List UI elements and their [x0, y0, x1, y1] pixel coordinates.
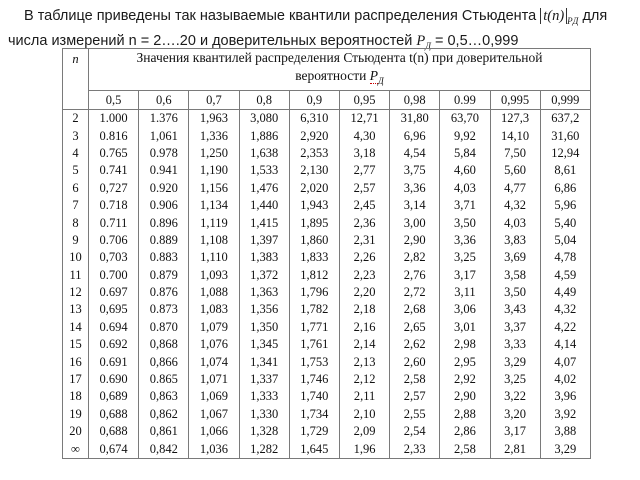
- quantile-cell: 1,363: [239, 284, 289, 301]
- abs-expression-text: t(n): [543, 8, 565, 24]
- quantile-cell: 2,86: [440, 423, 490, 440]
- probability-header: 0,8: [239, 91, 289, 110]
- probability-header: 0,95: [339, 91, 389, 110]
- row-n-cell: 18: [63, 388, 89, 405]
- quantile-cell: 1,740: [289, 388, 339, 405]
- quantile-cell: 0.906: [139, 197, 189, 214]
- quantile-cell: 2,58: [390, 371, 440, 388]
- quantile-cell: 0.873: [139, 301, 189, 318]
- quantile-cell: 3,96: [540, 388, 590, 405]
- table-row: [63, 110, 591, 128]
- quantile-cell: 0,868: [139, 336, 189, 353]
- p-subscript: Д: [425, 41, 431, 51]
- quantile-cell: 3,00: [390, 214, 440, 231]
- quantile-cell: 4,78: [540, 249, 590, 266]
- quantile-cell: 1,96: [339, 440, 389, 458]
- quantile-cell: 0,703: [89, 249, 139, 266]
- p-symbol: P: [416, 33, 426, 49]
- row-n-cell: 10: [63, 249, 89, 266]
- quantile-cell: 2,130: [289, 162, 339, 179]
- quantile-cell: 1,156: [189, 180, 239, 197]
- quantile-cell: 1,337: [239, 371, 289, 388]
- quantile-cell: 2,82: [390, 249, 440, 266]
- quantile-cell: 3,69: [490, 249, 540, 266]
- quantile-cell: 3,37: [490, 319, 540, 336]
- quantile-cell: 3,29: [540, 440, 590, 458]
- quantile-cell: 3,17: [440, 267, 490, 284]
- quantile-cell: 1,345: [239, 336, 289, 353]
- quantile-cell: 1,356: [239, 301, 289, 318]
- quantile-cell: 1,330: [239, 406, 289, 423]
- row-n-cell: 20: [63, 423, 89, 440]
- quantile-cell: 2,23: [339, 267, 389, 284]
- quantile-cell: 1,119: [189, 214, 239, 231]
- quantile-cell: 1,250: [189, 145, 239, 162]
- quantile-cell: 3,06: [440, 301, 490, 318]
- row-n-cell: 11: [63, 267, 89, 284]
- quantile-cell: 2,31: [339, 232, 389, 249]
- quantile-cell: 0.692: [89, 336, 139, 353]
- quantile-cell: 0.870: [139, 319, 189, 336]
- quantile-cell: 0.883: [139, 249, 189, 266]
- quantile-cell: 4,03: [440, 180, 490, 197]
- quantile-cell: 0,863: [139, 388, 189, 405]
- quantile-cell: 0,695: [89, 301, 139, 318]
- quantile-table: [62, 48, 591, 459]
- quantile-cell: 127,3: [490, 110, 540, 128]
- quantile-cell: 2,60: [390, 353, 440, 370]
- quantile-cell: 1,833: [289, 249, 339, 266]
- quantile-cell: 3,50: [490, 284, 540, 301]
- quantile-cell: 3,20: [490, 406, 540, 423]
- quantile-cell: 0.816: [89, 127, 139, 144]
- row-n-cell: 9: [63, 232, 89, 249]
- quantile-cell: 0.879: [139, 267, 189, 284]
- row-n-cell: 13: [63, 301, 89, 318]
- quantile-cell: 2,353: [289, 145, 339, 162]
- quantile-cell: 0.889: [139, 232, 189, 249]
- table-row: [63, 423, 591, 440]
- quantile-cell: 1,093: [189, 267, 239, 284]
- quantile-cell: 3,17: [490, 423, 540, 440]
- intro-line-1-end: для: [582, 8, 608, 24]
- quantile-cell: 4,22: [540, 319, 590, 336]
- quantile-cell: 0.896: [139, 214, 189, 231]
- table-row: [63, 336, 591, 353]
- quantile-cell: 0,727: [89, 180, 139, 197]
- probability-header: 0,999: [540, 91, 590, 110]
- quantile-cell: 0.694: [89, 319, 139, 336]
- quantile-cell: 2,20: [339, 284, 389, 301]
- quantile-cell: 0,862: [139, 406, 189, 423]
- quantile-cell: 2,57: [390, 388, 440, 405]
- quantile-cell: 1,771: [289, 319, 339, 336]
- quantile-cell: 3,92: [540, 406, 590, 423]
- quantile-cell: 2,90: [390, 232, 440, 249]
- quantile-cell: 0.741: [89, 162, 139, 179]
- quantile-cell: 6,96: [390, 127, 440, 144]
- quantile-cell: 3,58: [490, 267, 540, 284]
- quantile-cell: 2,09: [339, 423, 389, 440]
- quantile-cell: 1,066: [189, 423, 239, 440]
- probability-header: 0,98: [390, 91, 440, 110]
- quantile-cell: 0.690: [89, 371, 139, 388]
- quantile-cell: 3,29: [490, 353, 540, 370]
- quantile-cell: 1,383: [239, 249, 289, 266]
- quantile-cell: 2,11: [339, 388, 389, 405]
- quantile-cell: 1,076: [189, 336, 239, 353]
- row-n-cell: 5: [63, 162, 89, 179]
- quantile-cell: 0,688: [89, 423, 139, 440]
- table-row: [63, 249, 591, 266]
- quantile-cell: 2,72: [390, 284, 440, 301]
- row-n-cell: 17: [63, 371, 89, 388]
- quantile-cell: 3,75: [390, 162, 440, 179]
- row-n-cell: ∞: [63, 440, 89, 458]
- quantile-cell: 0,861: [139, 423, 189, 440]
- quantile-cell: 3,11: [440, 284, 490, 301]
- table-row: [63, 440, 591, 458]
- quantile-cell: 0,689: [89, 388, 139, 405]
- quantile-cell: 1.000: [89, 110, 139, 128]
- row-n-cell: 2: [63, 110, 89, 128]
- quantile-cell: 4,02: [540, 371, 590, 388]
- table-title-p-subscript: Д: [377, 76, 384, 86]
- quantile-cell: 63,70: [440, 110, 490, 128]
- quantile-cell: 3,43: [490, 301, 540, 318]
- quantile-cell: 1,415: [239, 214, 289, 231]
- row-n-cell: 8: [63, 214, 89, 231]
- quantile-cell: 0,688: [89, 406, 139, 423]
- quantile-cell: 6,86: [540, 180, 590, 197]
- quantile-cell: 4,59: [540, 267, 590, 284]
- table-title-line-1: Значения квантилей распределения Стьюдента t(n) при доверительной: [136, 50, 543, 65]
- quantile-cell: 0,674: [89, 440, 139, 458]
- quantile-cell: 1,860: [289, 232, 339, 249]
- quantile-cell: 1,110: [189, 249, 239, 266]
- quantile-cell: 2,12: [339, 371, 389, 388]
- quantile-cell: 0.865: [139, 371, 189, 388]
- quantile-cell: 3,83: [490, 232, 540, 249]
- quantile-cell: 2,81: [490, 440, 540, 458]
- row-n-cell: 16: [63, 353, 89, 370]
- row-n-cell: 3: [63, 127, 89, 144]
- quantile-cell: 1,729: [289, 423, 339, 440]
- quantile-cell: 1,895: [289, 214, 339, 231]
- quantile-cell: 2,55: [390, 406, 440, 423]
- table-row: [63, 284, 591, 301]
- quantile-cell: 1,071: [189, 371, 239, 388]
- quantile-cell: 2,10: [339, 406, 389, 423]
- row-n-cell: 19: [63, 406, 89, 423]
- quantile-cell: 2,57: [339, 180, 389, 197]
- quantile-cell: 2,14: [339, 336, 389, 353]
- quantile-cell: 5,60: [490, 162, 540, 179]
- intro-line-2-text: числа измерений n = 2….20 и доверительных вероятностей: [8, 33, 413, 49]
- quantile-cell: 3,14: [390, 197, 440, 214]
- row-n-cell: 7: [63, 197, 89, 214]
- table-row: [63, 232, 591, 249]
- quantile-cell: 2,54: [390, 423, 440, 440]
- table-title-row: [63, 49, 591, 91]
- probability-header: 0,7: [189, 91, 239, 110]
- quantile-cell: 2,62: [390, 336, 440, 353]
- quantile-cell: 3,25: [490, 371, 540, 388]
- intro-line-1-text: В таблице приведены так называемые квантили распределения Стьюдента: [24, 8, 537, 24]
- row-n-cell: 12: [63, 284, 89, 301]
- quantile-cell: 3,33: [490, 336, 540, 353]
- quantile-cell: 4,03: [490, 214, 540, 231]
- quantile-cell: 3,01: [440, 319, 490, 336]
- quantile-cell: 0.706: [89, 232, 139, 249]
- quantile-cell: 4,54: [390, 145, 440, 162]
- table-title-line-2: вероятности: [295, 68, 367, 83]
- probability-header: 0,995: [490, 91, 540, 110]
- intro-line-1: [8, 6, 632, 31]
- quantile-cell: 5,40: [540, 214, 590, 231]
- quantile-cell: 3,080: [239, 110, 289, 128]
- quantile-cell: 1,083: [189, 301, 239, 318]
- quantile-cell: 1,079: [189, 319, 239, 336]
- quantile-cell: 1,350: [239, 319, 289, 336]
- quantile-cell: 2,65: [390, 319, 440, 336]
- quantile-cell: 8,61: [540, 162, 590, 179]
- quantile-cell: 1,796: [289, 284, 339, 301]
- table-row: [63, 319, 591, 336]
- quantile-cell: 1,067: [189, 406, 239, 423]
- quantile-cell: 3,71: [440, 197, 490, 214]
- table-row: [63, 406, 591, 423]
- quantile-cell: 4,60: [440, 162, 490, 179]
- quantile-cell: 3,25: [440, 249, 490, 266]
- quantile-cell: 1,645: [289, 440, 339, 458]
- quantile-cell: 1,088: [189, 284, 239, 301]
- quantile-cell: 2,020: [289, 180, 339, 197]
- probability-header-row: [63, 91, 591, 110]
- table-row: [63, 371, 591, 388]
- table-row: [63, 388, 591, 405]
- quantile-cell: 0.718: [89, 197, 139, 214]
- quantile-cell: 4,07: [540, 353, 590, 370]
- quantile-cell: 4,32: [540, 301, 590, 318]
- quantile-cell: 3,22: [490, 388, 540, 405]
- quantile-cell: 2,33: [390, 440, 440, 458]
- quantile-cell: 2,90: [440, 388, 490, 405]
- quantile-cell: 1,476: [239, 180, 289, 197]
- quantile-cell: 2,98: [440, 336, 490, 353]
- quantile-cell: 5,04: [540, 232, 590, 249]
- quantile-cell: 1,341: [239, 353, 289, 370]
- quantile-cell: 1,328: [239, 423, 289, 440]
- quantile-cell: 2,95: [440, 353, 490, 370]
- n-column-header: n: [63, 49, 89, 110]
- quantile-cell: 1,638: [239, 145, 289, 162]
- quantile-cell: 6,310: [289, 110, 339, 128]
- table-row: [63, 145, 591, 162]
- table-row: [63, 180, 591, 197]
- table-row: [63, 162, 591, 179]
- quantile-cell: 31,60: [540, 127, 590, 144]
- quantile-cell: 2,45: [339, 197, 389, 214]
- quantile-cell: 31,80: [390, 110, 440, 128]
- quantile-cell: 4,14: [540, 336, 590, 353]
- quantile-cell: 1,782: [289, 301, 339, 318]
- quantile-cell: 0,842: [139, 440, 189, 458]
- quantile-cell: 1,746: [289, 371, 339, 388]
- table-title-p: P: [369, 68, 378, 83]
- quantile-cell: 1,336: [189, 127, 239, 144]
- quantile-cell: 12,71: [339, 110, 389, 128]
- quantile-cell: 9,92: [440, 127, 490, 144]
- quantile-cell: 1,761: [289, 336, 339, 353]
- quantile-cell: 7,50: [490, 145, 540, 162]
- quantile-cell: 1,886: [239, 127, 289, 144]
- table-row: [63, 267, 591, 284]
- quantile-cell: 2,36: [339, 214, 389, 231]
- table-row: [63, 127, 591, 144]
- quantile-cell: 1,440: [239, 197, 289, 214]
- quantile-cell: 4,30: [339, 127, 389, 144]
- quantile-cell: 0,866: [139, 353, 189, 370]
- quantile-cell: 12,94: [540, 145, 590, 162]
- quantile-cell: 1,061: [139, 127, 189, 144]
- row-n-cell: 14: [63, 319, 89, 336]
- quantile-cell: 5,84: [440, 145, 490, 162]
- quantile-cell: 1,943: [289, 197, 339, 214]
- quantile-cell: 4,49: [540, 284, 590, 301]
- quantile-cell: 2,16: [339, 319, 389, 336]
- table-body: [63, 110, 591, 459]
- quantile-cell: 0.978: [139, 145, 189, 162]
- quantile-cell: 0.697: [89, 284, 139, 301]
- quantile-cell: 0.691: [89, 353, 139, 370]
- quantile-cell: 637,2: [540, 110, 590, 128]
- probability-header: 0.99: [440, 91, 490, 110]
- quantile-cell: 2,13: [339, 353, 389, 370]
- quantile-cell: 1,372: [239, 267, 289, 284]
- table-row: [63, 197, 591, 214]
- quantile-cell: 4,32: [490, 197, 540, 214]
- table-row: [63, 301, 591, 318]
- quantile-cell: 1.376: [139, 110, 189, 128]
- quantile-cell: 0.941: [139, 162, 189, 179]
- quantile-cell: 2,77: [339, 162, 389, 179]
- abs-expression: [540, 8, 567, 24]
- quantile-cell: 2,88: [440, 406, 490, 423]
- table-title: [89, 49, 591, 91]
- quantile-cell: 1,734: [289, 406, 339, 423]
- quantile-cell: 2,58: [440, 440, 490, 458]
- quantile-cell: 1,074: [189, 353, 239, 370]
- table-row: [63, 214, 591, 231]
- quantile-cell: 1,134: [189, 197, 239, 214]
- abs-expression-subscript: PД: [567, 16, 579, 26]
- quantile-cell: 1,753: [289, 353, 339, 370]
- quantile-cell: 1,036: [189, 440, 239, 458]
- quantile-cell: 4,77: [490, 180, 540, 197]
- row-n-cell: 6: [63, 180, 89, 197]
- quantile-cell: 14,10: [490, 127, 540, 144]
- quantile-cell: 1,333: [239, 388, 289, 405]
- probability-header: 0,9: [289, 91, 339, 110]
- quantile-cell: 0.920: [139, 180, 189, 197]
- quantile-cell: 3,50: [440, 214, 490, 231]
- probability-header: 0,6: [139, 91, 189, 110]
- quantile-cell: 3,18: [339, 145, 389, 162]
- table-row: [63, 353, 591, 370]
- row-n-cell: 4: [63, 145, 89, 162]
- probability-header: 0,5: [89, 91, 139, 110]
- quantile-cell: 1,108: [189, 232, 239, 249]
- quantile-cell: 1,533: [239, 162, 289, 179]
- intro-line-2-end: = 0,5…0,999: [435, 33, 519, 49]
- quantile-cell: 5,96: [540, 197, 590, 214]
- quantile-cell: 0.711: [89, 214, 139, 231]
- quantile-cell: 3,88: [540, 423, 590, 440]
- quantile-cell: 1,190: [189, 162, 239, 179]
- quantile-cell: 1,963: [189, 110, 239, 128]
- quantile-cell: 1,397: [239, 232, 289, 249]
- quantile-cell: 2,68: [390, 301, 440, 318]
- quantile-cell: 1,812: [289, 267, 339, 284]
- quantile-cell: 3,36: [440, 232, 490, 249]
- quantile-cell: 2,18: [339, 301, 389, 318]
- quantile-cell: 0.876: [139, 284, 189, 301]
- quantile-cell: 0.765: [89, 145, 139, 162]
- quantile-cell: 2,920: [289, 127, 339, 144]
- quantile-cell: 0.700: [89, 267, 139, 284]
- row-n-cell: 15: [63, 336, 89, 353]
- quantile-cell: 1,282: [239, 440, 289, 458]
- quantile-cell: 1,069: [189, 388, 239, 405]
- quantile-cell: 2,26: [339, 249, 389, 266]
- quantile-cell: 2,76: [390, 267, 440, 284]
- quantile-cell: 2,92: [440, 371, 490, 388]
- quantile-cell: 3,36: [390, 180, 440, 197]
